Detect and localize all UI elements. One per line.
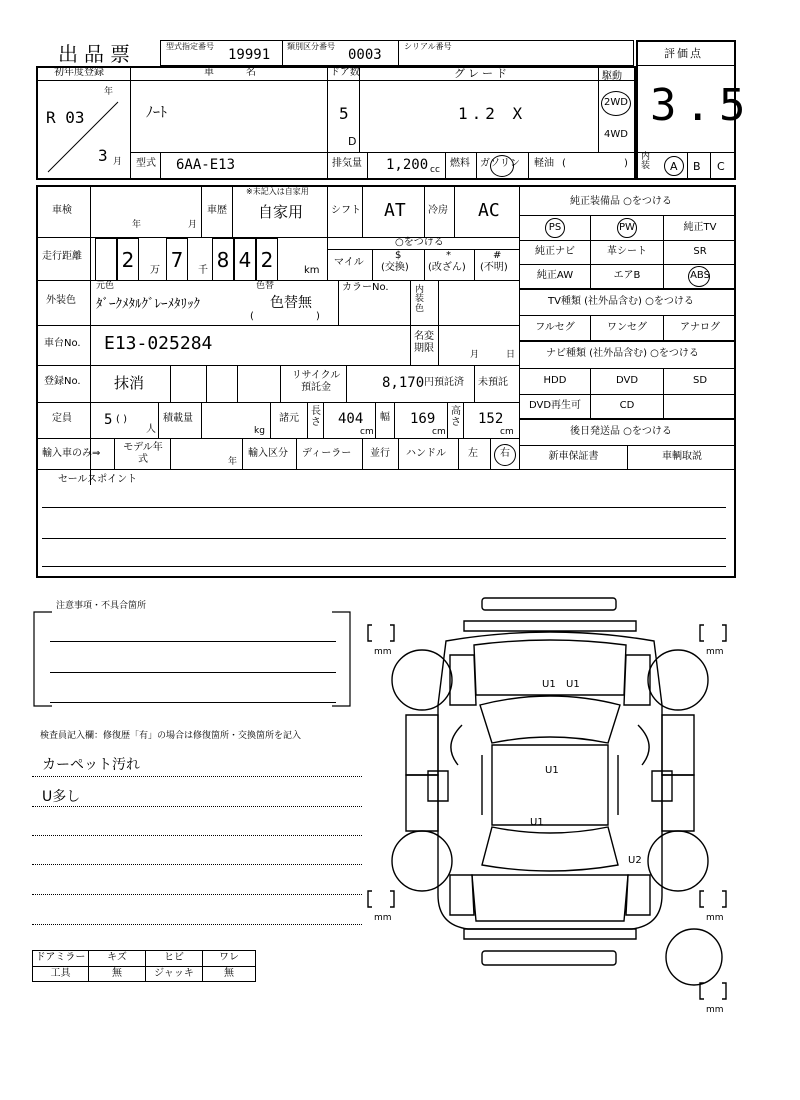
type-number-label: 型式指定番号 — [166, 42, 214, 51]
length-unit: cm — [360, 427, 374, 437]
handle-left: 左 — [468, 448, 478, 459]
equip-airbag: エアB — [613, 270, 641, 282]
model-year-label: モデル年式 — [123, 442, 163, 465]
sales-point-label: セールスポイント — [58, 474, 138, 485]
equip-ps: PS — [548, 221, 562, 233]
mile-dollar: $ — [395, 250, 402, 261]
tbl-tools-value: 無 — [112, 967, 122, 979]
mileage-digit-2: 7 — [166, 238, 188, 280]
import-type-label: 輸入区分 — [248, 448, 288, 459]
history-label: 車歴 — [207, 205, 227, 216]
navi-dvd: DVD — [615, 375, 639, 387]
ac-value: AC — [478, 200, 500, 221]
score-label: 評価点 — [664, 47, 703, 60]
reg-no-label: 登録No. — [44, 376, 81, 387]
class-number-label: 類別区分番号 — [287, 42, 335, 51]
chassis-value: E13-025284 — [104, 333, 213, 354]
name-change-month: 月 — [470, 350, 480, 360]
mileage-digit-blank — [95, 238, 117, 280]
equip-abs: ABS — [690, 270, 710, 282]
car-name-value: ﾉｰﾄ — [146, 105, 167, 121]
mileage-digit-3: 8 — [212, 238, 234, 280]
load-unit: kg — [254, 426, 265, 436]
tv-fullseg: フルセグ — [535, 321, 575, 333]
later-title: 後日発送品 ○をつける — [570, 426, 672, 437]
fuel-paren-open: ( — [562, 158, 566, 169]
capacity-value: 5 — [104, 412, 113, 428]
chassis-label: 車台No. — [44, 338, 81, 349]
tbl-mirror: ドアミラー — [35, 952, 86, 964]
model-value: 6AA-E13 — [176, 157, 236, 173]
name-change-day: 日 — [506, 350, 516, 360]
history-value: 自家用 — [258, 203, 304, 221]
mileage-mark-note: ○をつける — [395, 237, 444, 248]
mileage-digit-4: 4 — [234, 238, 256, 280]
history-note: ※未記入は自家用 — [246, 187, 309, 196]
equip-leather: 革シート — [607, 246, 647, 258]
mile-hash: # — [493, 250, 502, 261]
exterior-color-value: ﾀﾞｰｸﾒﾀﾙｸﾞﾚｰﾒﾀﾘｯｸ — [96, 297, 200, 312]
note-line-2: U多し — [42, 789, 81, 805]
original-color-label: 元色 — [96, 281, 115, 291]
type-number-value: 19991 — [228, 47, 271, 63]
tbl-tools: 工具 — [50, 967, 71, 979]
notes-title: 注意事項・不具合箇所 — [56, 601, 147, 611]
height-label: 高さ — [451, 406, 461, 428]
interior-a: A — [670, 160, 678, 173]
height-unit: cm — [500, 427, 514, 437]
note-line-1: カーペット汚れ — [42, 757, 140, 773]
document-title: 出品票 — [58, 42, 136, 66]
car-name-label: 車 名 — [204, 67, 260, 78]
dims-label: 諸元 — [279, 413, 299, 424]
tbl-break: ワレ — [219, 952, 239, 964]
reg-no-value: 抹消 — [114, 374, 145, 392]
shift-value: AT — [384, 200, 406, 221]
equip-sr: SR — [693, 246, 707, 258]
mark-u2-quarter: U2 — [628, 855, 642, 866]
repaint-label: 色替 — [256, 281, 275, 291]
displacement-unit: cc — [430, 165, 440, 175]
equip-ps-circle — [545, 218, 565, 238]
interior-label: 内装 — [641, 152, 651, 172]
inspection-year-unit: 年 — [132, 220, 142, 230]
repaint-paren-open: ( — [250, 311, 254, 322]
recycle-value: 8,170 — [382, 375, 425, 391]
later-manual: 車輌取説 — [662, 451, 702, 463]
name-change-label: 名変期限 — [414, 331, 434, 354]
fuel-gasoline-circle — [490, 155, 514, 177]
recycle-unpaid: 未預託 — [478, 377, 508, 388]
equipment-title: 純正装備品 ○をつける — [570, 196, 672, 207]
serial-number-label: シリアル番号 — [404, 42, 452, 51]
height-value: 152 — [478, 411, 504, 427]
color-no-label: カラーNo. — [342, 282, 389, 293]
interior-c: C — [717, 160, 725, 173]
recycle-label: リサイクル預託金 — [291, 370, 341, 393]
navi-cd: CD — [619, 400, 635, 412]
drive-label: 駆動 — [602, 71, 622, 82]
interior-color-label: 内装色 — [415, 285, 425, 314]
equip-aw: 純正AW — [536, 270, 574, 282]
drive-4wd: 4WD — [604, 129, 628, 140]
inspection-month-unit: 月 — [188, 220, 198, 230]
mileage-km-unit: km — [304, 265, 320, 276]
navi-sd: SD — [692, 375, 708, 387]
fuel-gasoline: ガソリン — [480, 158, 520, 169]
tv-analog: アナログ — [680, 321, 720, 333]
tbl-crack: ヒビ — [164, 952, 184, 964]
handle-right: 右 — [500, 448, 510, 459]
equip-navi: 純正ナビ — [535, 246, 575, 258]
mile-unknown: (不明) — [480, 262, 508, 273]
tv-oneseg: ワンセグ — [607, 321, 647, 333]
door-sub: D — [348, 135, 357, 148]
length-label: 長さ — [311, 406, 321, 428]
later-warranty: 新車保証書 — [548, 451, 599, 463]
tbl-jack-value: 無 — [224, 967, 234, 979]
navi-dvd-play: DVD再生可 — [528, 400, 582, 412]
dealer-label: ディーラー — [302, 448, 352, 459]
mileage-digit-1: 2 — [117, 238, 139, 280]
mark-u1-rear: U1 — [530, 817, 544, 828]
width-label: 幅 — [380, 412, 390, 423]
date-diagonal — [46, 100, 123, 174]
mile-star: * — [446, 250, 451, 261]
inspector-label: 検査員記入欄：修復歴「有」の場合は修復箇所・交換箇所を記入 — [40, 731, 302, 741]
grade-value: 1.2 X — [458, 104, 527, 123]
ac-label: 冷房 — [428, 205, 448, 216]
tire-mm-rl: mm — [374, 913, 392, 923]
equip-tv: 純正TV — [683, 221, 717, 233]
year-unit: 年 — [104, 87, 114, 97]
mileage-digit-5: 2 — [256, 238, 278, 280]
mile-label: マイル — [334, 257, 364, 268]
shift-label: シフト — [331, 205, 361, 216]
first-reg-year: R 03 — [46, 108, 85, 127]
mark-u1-roof: U1 — [545, 765, 559, 776]
equip-pw-circle — [617, 218, 637, 238]
capacity-paren: ( ) — [116, 414, 127, 425]
mile-tamper: (改ざん) — [428, 262, 466, 273]
door-value: 5 — [339, 104, 349, 123]
mile-exchange: (交換) — [381, 262, 409, 273]
inspection-label: 車検 — [52, 205, 72, 216]
mileage-sen-unit: 千 — [198, 265, 208, 276]
tbl-jack: ジャッキ — [154, 967, 194, 979]
navi-title: ナビ種類 (社外品含む) ○をつける — [546, 348, 699, 359]
tire-mm-fl: mm — [374, 647, 392, 657]
score-value: 3.5 — [650, 80, 754, 131]
exterior-color-label: 外装色 — [46, 295, 76, 306]
equip-abs-circle — [688, 266, 710, 287]
fuel-diesel: 軽油 — [534, 158, 554, 169]
notes-bracket — [32, 610, 352, 710]
grade-label: グレード — [454, 67, 510, 80]
navi-hdd: HDD — [543, 375, 567, 387]
equip-pw: PW — [619, 221, 635, 233]
repaint-value: 色替無 — [270, 295, 312, 311]
width-unit: cm — [432, 427, 446, 437]
interior-b: B — [693, 160, 701, 173]
import-label: 輸入車のみ⇒ — [42, 448, 101, 459]
displacement-value: 1,200 — [386, 157, 429, 173]
first-reg-month: 3 — [98, 146, 108, 165]
recycle-unit: 円預託済 — [424, 377, 464, 388]
parallel-label: 並行 — [370, 448, 390, 459]
load-label: 積載量 — [163, 413, 193, 424]
car-damage-diagram — [362, 595, 742, 1035]
model-year-unit: 年 — [228, 457, 238, 467]
door-label: ドア数 — [330, 67, 360, 78]
tire-mm-fr: mm — [706, 647, 724, 657]
model-label: 型式 — [136, 158, 156, 169]
fuel-label: 燃料 — [450, 158, 470, 169]
tv-title: TV種類 (社外品含む) ○をつける — [548, 296, 694, 307]
repaint-paren-close: ) — [316, 311, 320, 322]
month-unit: 月 — [113, 157, 123, 167]
first-reg-label: 初年度登録 — [54, 67, 104, 78]
fuel-paren-close: ) — [624, 158, 628, 169]
mileage-man-unit: 万 — [150, 265, 160, 276]
handle-label: ハンドル — [406, 448, 446, 459]
displacement-label: 排気量 — [332, 158, 362, 169]
tire-mm-spare: mm — [706, 1005, 724, 1015]
mileage-label: 走行距離 — [42, 251, 82, 262]
drive-2wd: 2WD — [604, 97, 628, 108]
width-value: 169 — [410, 411, 436, 427]
tire-mm-rr: mm — [706, 913, 724, 923]
mark-u1-hood-a: U1 — [542, 679, 556, 690]
capacity-unit: 人 — [146, 424, 156, 435]
mark-u1-hood-b: U1 — [566, 679, 580, 690]
class-number-value: 0003 — [348, 47, 382, 63]
tbl-scratch: キズ — [107, 952, 127, 964]
capacity-label: 定員 — [52, 413, 72, 424]
length-value: 404 — [338, 411, 364, 427]
